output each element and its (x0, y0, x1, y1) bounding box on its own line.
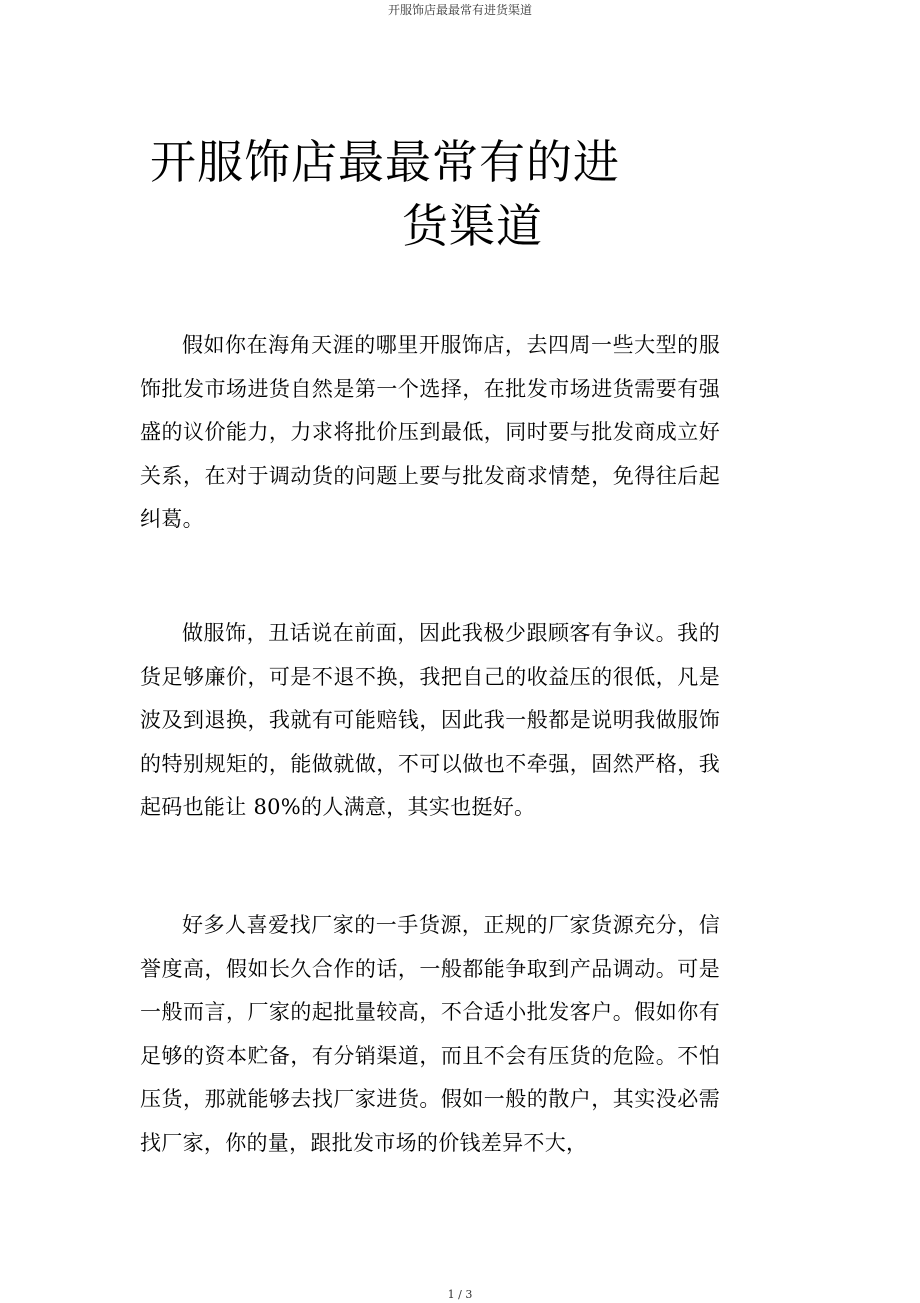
title-line-2: 货渠道 (402, 199, 543, 253)
document-title (150, 132, 790, 256)
paragraph-2: 做服饰，丑话说在前面，因此我极少跟顾客有争议。我的货足够廉价，可是不退不换，我把自己的收益压的很低，凡是波及到退换，我就有可能赔钱，因此我一般都是说明我做服饰的特别规矩的，能做就做，不可以做也不牵强，固然严格，我起码也能让 80%的人满意，其实也挺好。 (140, 621, 720, 819)
page-number: 1 / 3 (447, 1288, 473, 1301)
paragraph-3: 好多人喜爱找厂家的一手货源，正规的厂家货源充分，信誉度高，假如长久合作的话，一般都能争取到产品调动。可是一般而言，厂家的起批量较高，不合适小批发客户。假如你有足够的资本贮备，有分销渠道，而且不会有压货的危险。不怕压货，那就能够去找厂家进货。假如一般的散户，其实没必需找厂家，你的量，跟批发市场的价钱差异不大， (140, 913, 720, 1155)
running-header: 开服饰店最最常有进货渠道 (387, 3, 532, 17)
paragraph-1: 假如你在海角天涯的哪里开服饰店，去四周一些大型的服饰批发市场进货自然是第一个选择，在批发市场进货需要有强盛的议价能力，力求将批价压到最低，同时要与批发商成立好关系，在对于调动货的问题上要与批发商求情楚，免得往后起纠葛。 (140, 333, 720, 531)
title-line-1: 开服饰店最最常有的进 (150, 135, 620, 189)
